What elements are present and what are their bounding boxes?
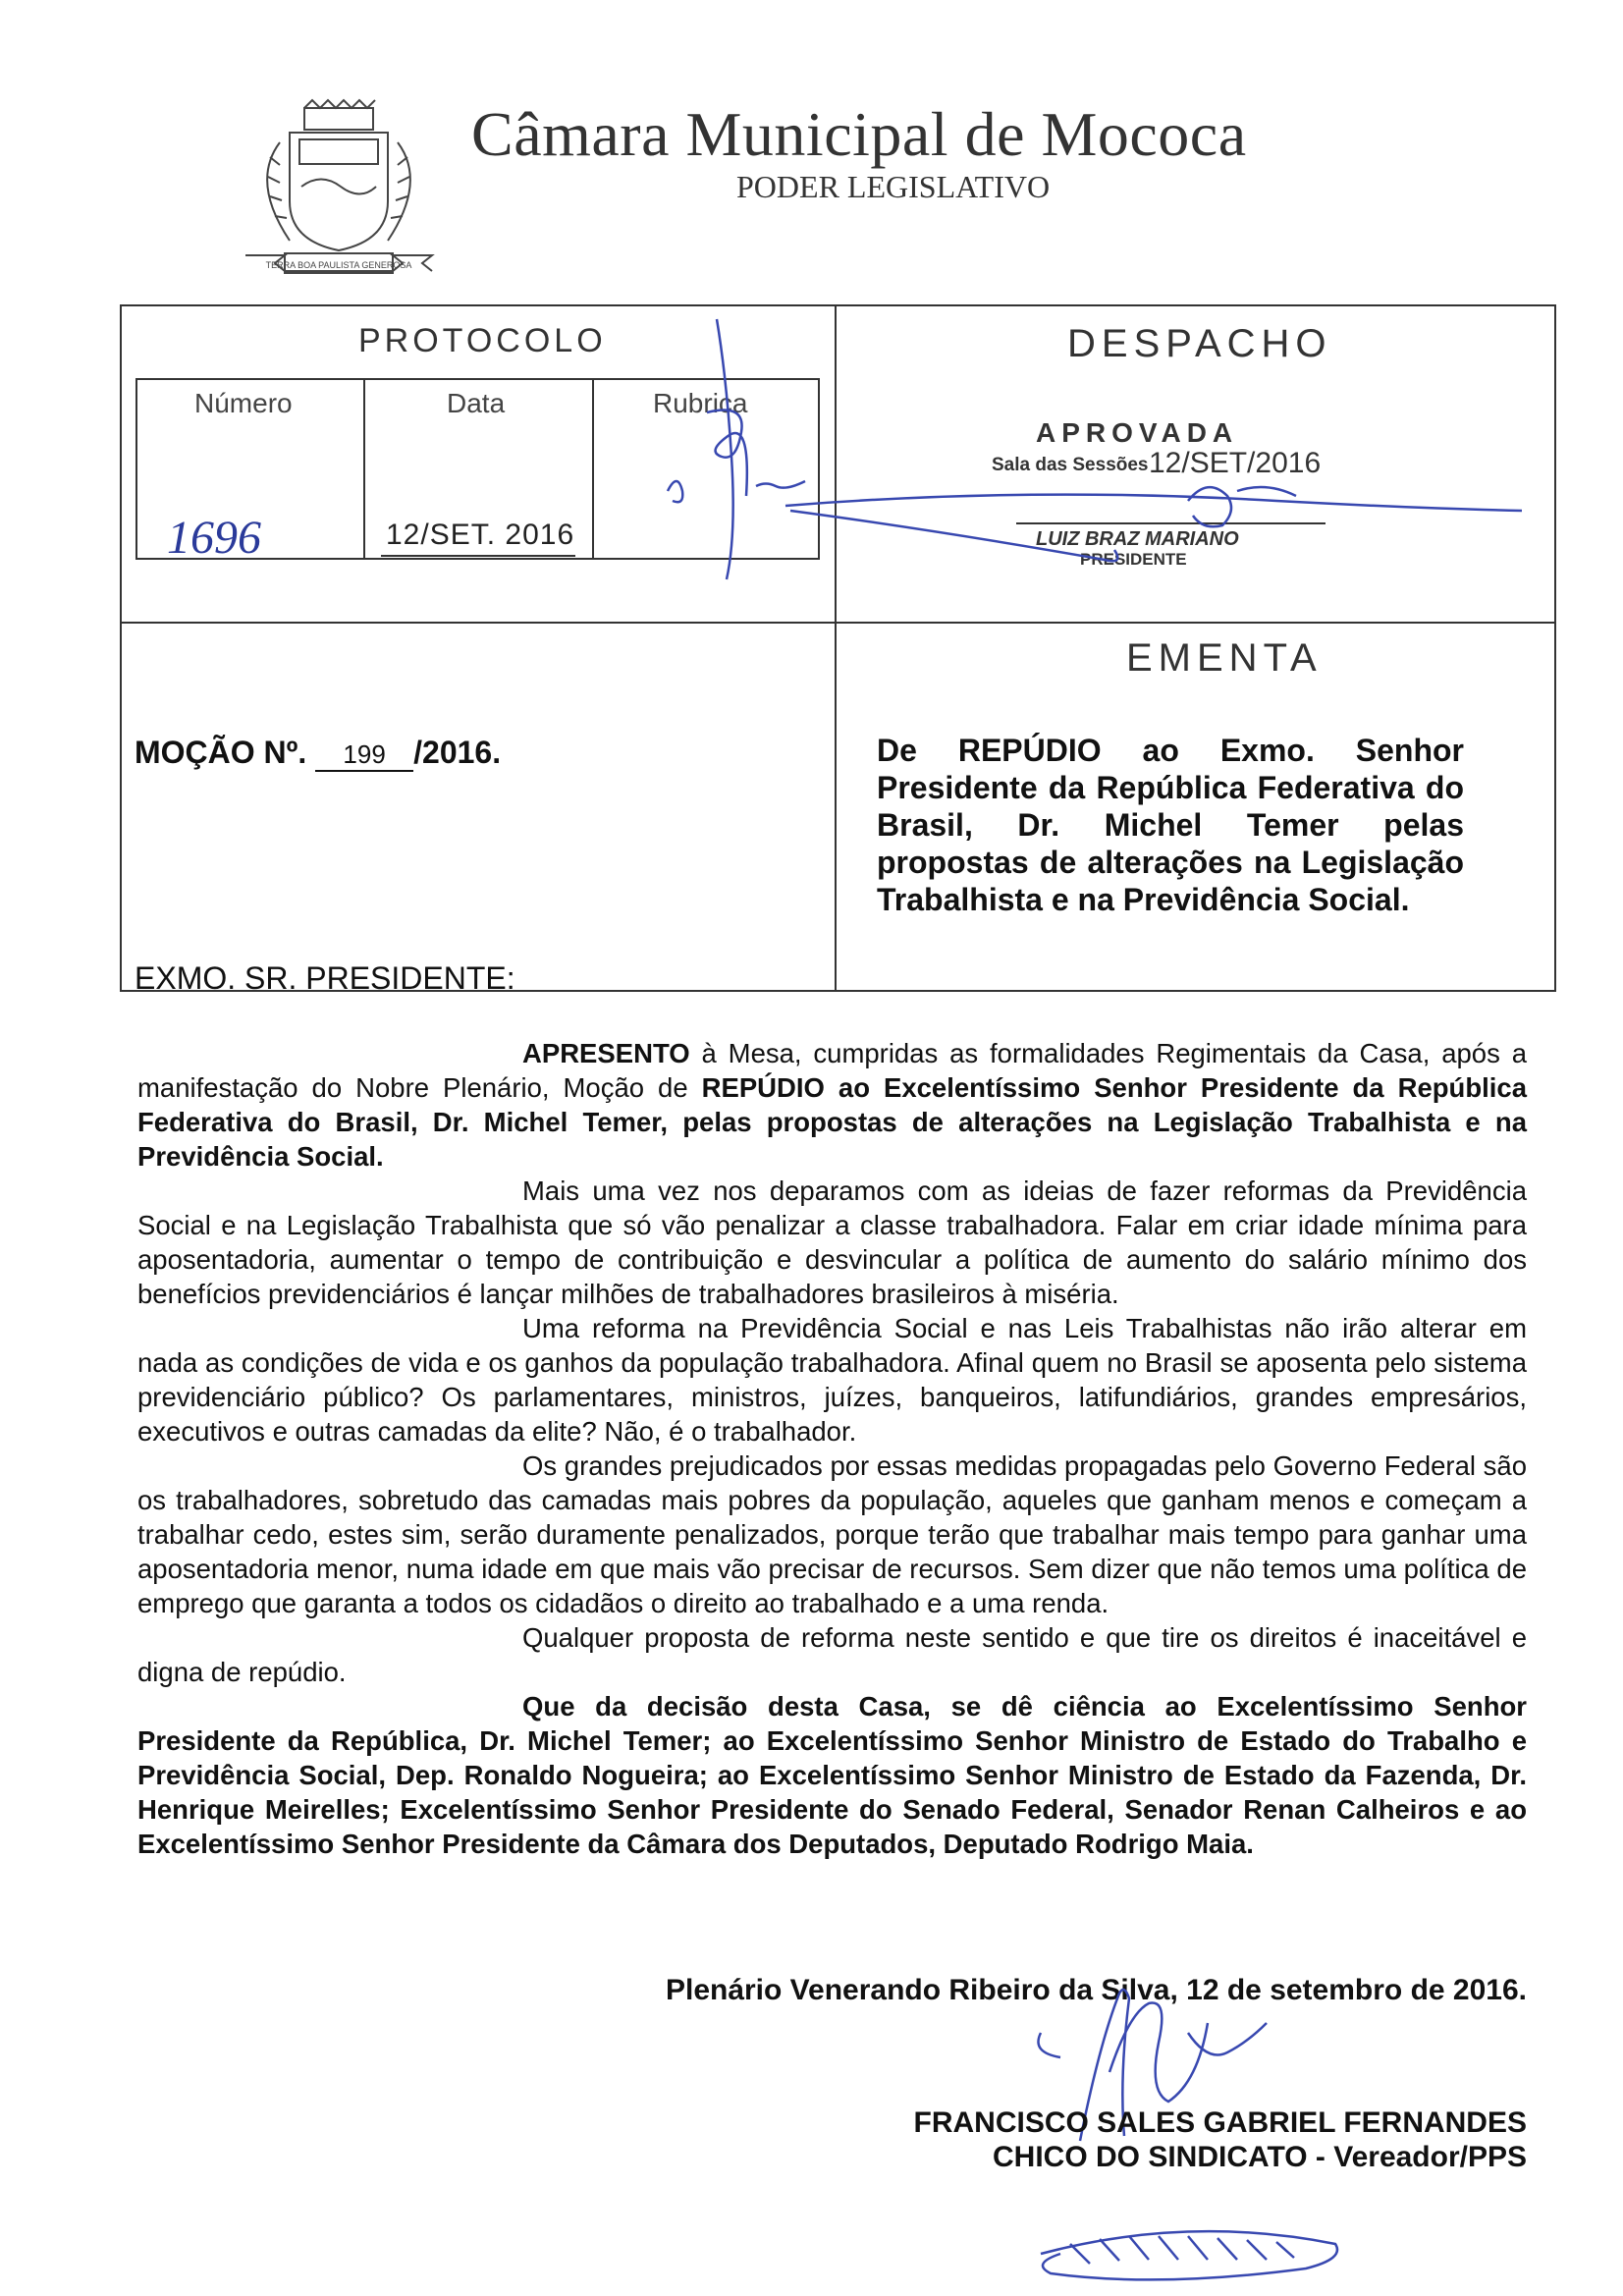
body-text: à Mesa, cumpridas as formalidades Regimentais da Casa, após a manifestação do Nobre Plenário, Moção de — [137, 1038, 1527, 1103]
witness-signature-icon — [1031, 2214, 1345, 2293]
body-paragraph — [137, 1036, 1527, 1174]
institution-name: Câmara Municipal de Mococa — [471, 99, 1247, 169]
frame-divider — [120, 622, 837, 624]
closing-line: Plenário Venerando Ribeiro da Silva, 12 de setembro de 2016. — [665, 1974, 1527, 2006]
institution-subtitle: PODER LEGISLATIVO — [736, 169, 1051, 204]
body-paragraph: Que da decisão desta Casa, se dê ciência ao Excelentíssimo Senhor Presidente da República, Dr. Michel Temer; ao Excelentíssimo Senhor Ministro de Estado do Trabalho e Previdência Social, Dep. Ronaldo Nogueira; ao Excelentíssimo Senhor Ministro de Estado da Fazenda, Dr. Henrique Meirelles; Excelentíssimo Senhor Presidente do Senado Federal, Senador Renan Calheiros e ao Excelentíssimo Senhor Presidente da Câmara dos Deputados, Deputado Rodrigo Maia. — [137, 1691, 1527, 1859]
approval-stamp-sala: Sala das Sessões — [992, 455, 1149, 475]
protocolo-data-value: 12/SET. 2016 — [386, 519, 575, 551]
ementa-title: EMENTA — [1126, 636, 1323, 680]
frame-divider — [835, 990, 1556, 992]
body-bold-text: APRESENTO — [522, 1038, 690, 1068]
signer-name: FRANCISCO SALES GABRIEL FERNANDES — [913, 2106, 1527, 2139]
protocolo-col-numero: Número — [194, 388, 293, 418]
frame-divider — [835, 622, 1556, 624]
body-paragraph: Mais uma vez nos deparamos com as ideias de fazer reformas da Previdência Social e na Legislação Trabalhista que só vão penalizar a classe trabalhadora. Falar em criar idade mínima para aposentadoria, aumentar o tempo de contribuição e desvincular a política de aumento do salário mínimo dos benefícios previdenciários é lançar milhões de trabalhadores brasileiros à miséria. — [137, 1175, 1527, 1309]
date-underline — [381, 555, 575, 557]
mocao-suffix: /2016. — [413, 735, 502, 770]
protocolo-title: PROTOCOLO — [358, 322, 607, 359]
approval-stamp-role: PRESIDENTE — [1080, 550, 1187, 569]
salutation: EXMO. SR. PRESIDENTE: — [135, 960, 515, 996]
approval-stamp-date: 12/SET/2016 — [1149, 447, 1322, 479]
body-paragraph: Uma reforma na Previdência Social e nas Leis Trabalhistas não irão alterar em nada as condições de vida e os ganhos da população trabalhadora. Afinal quem no Brasil se aposenta pelo sistema previdenciário público? Os parlamentares, ministros, juízes, banqueiros, latifundiários, grandes empresários, executivos e outras camadas da elite? Não, é o trabalhador. — [137, 1313, 1527, 1447]
mocao-prefix: MOÇÃO Nº. — [135, 735, 307, 770]
mocao-number-line — [135, 735, 501, 772]
mocao-number: 199 — [315, 739, 413, 772]
despacho-title: DESPACHO — [1067, 322, 1332, 365]
protocolo-col-data: Data — [447, 388, 506, 418]
approval-stamp-name: LUIZ BRAZ MARIANO — [1036, 528, 1239, 550]
table-divider — [592, 378, 594, 560]
signer-role: CHICO DO SINDICATO - Vereador/PPS — [993, 2141, 1527, 2173]
svg-text:TERRA BOA PAULISTA GENEROSA: TERRA BOA PAULISTA GENEROSA — [265, 260, 412, 270]
approval-stamp-status: APROVADA — [1036, 417, 1239, 448]
body-paragraph: Os grandes prejudicados por essas medidas propagadas pelo Governo Federal são os trabalhadores, sobretudo das camadas mais pobres da população, aqueles que ganham menos e começam a trabalhar cedo, estes sim, serão duramente penalizados, porque terão que trabalhar mais tempo para ganhar uma aposentadoria menor, numa idade em que mais vão precisar de recursos. Sem dizer que não temos uma política de emprego que garanta a todos os cidadãos o direito ao trabalhado e a uma renda. — [137, 1450, 1527, 1618]
president-signature-icon — [746, 462, 1532, 579]
protocolo-col-rubrica: Rubrica — [653, 388, 748, 418]
body-bold-text: REPÚDIO ao Excelentíssimo Senhor Presidente da República Federativa do Brasil, Dr. Michel Temer, pelas propostas de alterações na Legislação Trabalhista e na Previdência Social. — [137, 1072, 1528, 1172]
table-divider — [363, 378, 365, 560]
ementa-text: De REPÚDIO ao Exmo. Senhor Presidente da República Federativa do Brasil, Dr. Michel Temer pelas propostas de alterações na Legislação Trabalhista e na Previdência Social. — [877, 733, 1464, 917]
body-paragraph: Qualquer proposta de reforma neste sentido e que tire os direitos é inaceitável e digna de repúdio. — [137, 1622, 1527, 1687]
document-body — [137, 1036, 1527, 1861]
municipal-crest-icon — [241, 98, 437, 280]
protocolo-numero-value: 1696 — [167, 512, 261, 564]
